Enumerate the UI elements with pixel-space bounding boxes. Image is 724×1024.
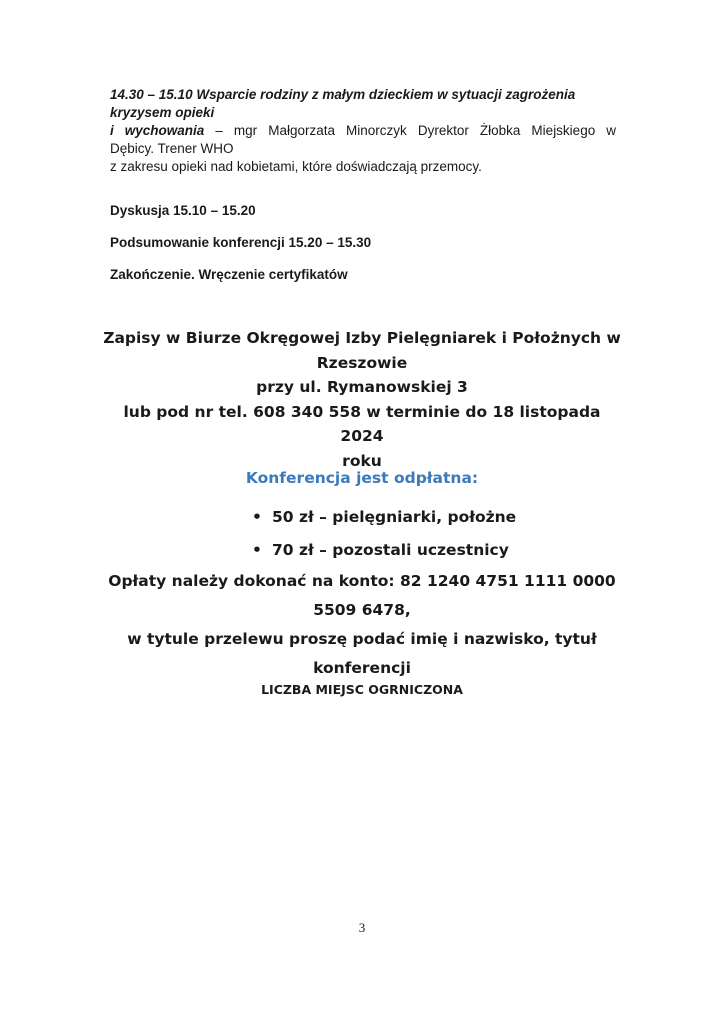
payment-line: 5509 6478, (313, 601, 411, 619)
payment-line: konferencji (313, 659, 411, 677)
agenda-session (110, 86, 616, 176)
signup-line: roku (342, 451, 382, 470)
signup-line: lub pod nr tel. 608 340 558 w terminie do 18 listopada 2024 (123, 402, 601, 445)
signup-line: przy ul. Rymanowskiej 3 (256, 378, 468, 396)
session-speaker-expertise: z zakresu opieki nad kobietami, które doświadczają przemocy. (110, 159, 482, 174)
session-speaker: – mgr Małgorzata Minorczyk Dyrektor Żłobka Miejskiego w (204, 123, 617, 138)
bullet-icon: • (252, 541, 262, 559)
bullet-icon: • (252, 508, 262, 526)
session-title-continuation: i wychowania (110, 123, 205, 138)
session-speaker-line (110, 122, 616, 140)
fee-list (0, 505, 724, 571)
paid-conference-heading: Konferencja jest odpłatna: (245, 469, 479, 487)
agenda-closing: Zakończenie. Wręczenie certyfikatów (110, 267, 348, 282)
signup-line: Zapisy w Biurze Okręgowej Izby Pielęgniarek i Położnych w (103, 329, 621, 347)
fee-item-label: 70 zł – pozostali uczestnicy (272, 541, 509, 559)
payment-line: w tytule przelewu proszę podać imię i nazwisko, tytuł (127, 630, 597, 648)
agenda-summary: Podsumowanie konferencji 15.20 – 15.30 (110, 235, 372, 250)
agenda-discussion: Dyskusja 15.10 – 15.20 (110, 203, 256, 218)
fee-item-label: 50 zł – pielęgniarki, położne (272, 508, 517, 526)
signup-info (100, 326, 624, 473)
payment-info (100, 567, 624, 683)
page-number: 3 (358, 920, 366, 935)
session-speaker-location: Dębicy. Trener WHO (110, 141, 234, 156)
limited-seats-notice: LICZBA MIEJSC OGRNICZONA (261, 682, 463, 697)
signup-line: Rzeszowie (316, 353, 408, 372)
session-title: 14.30 – 15.10 Wsparcie rodziny z małym dzieckiem w sytuacji zagrożenia kryzysem opieki (110, 87, 576, 120)
payment-line: Opłaty należy dokonać na konto: 82 1240 4751 1111 0000 (108, 572, 616, 590)
fee-item (252, 505, 724, 538)
